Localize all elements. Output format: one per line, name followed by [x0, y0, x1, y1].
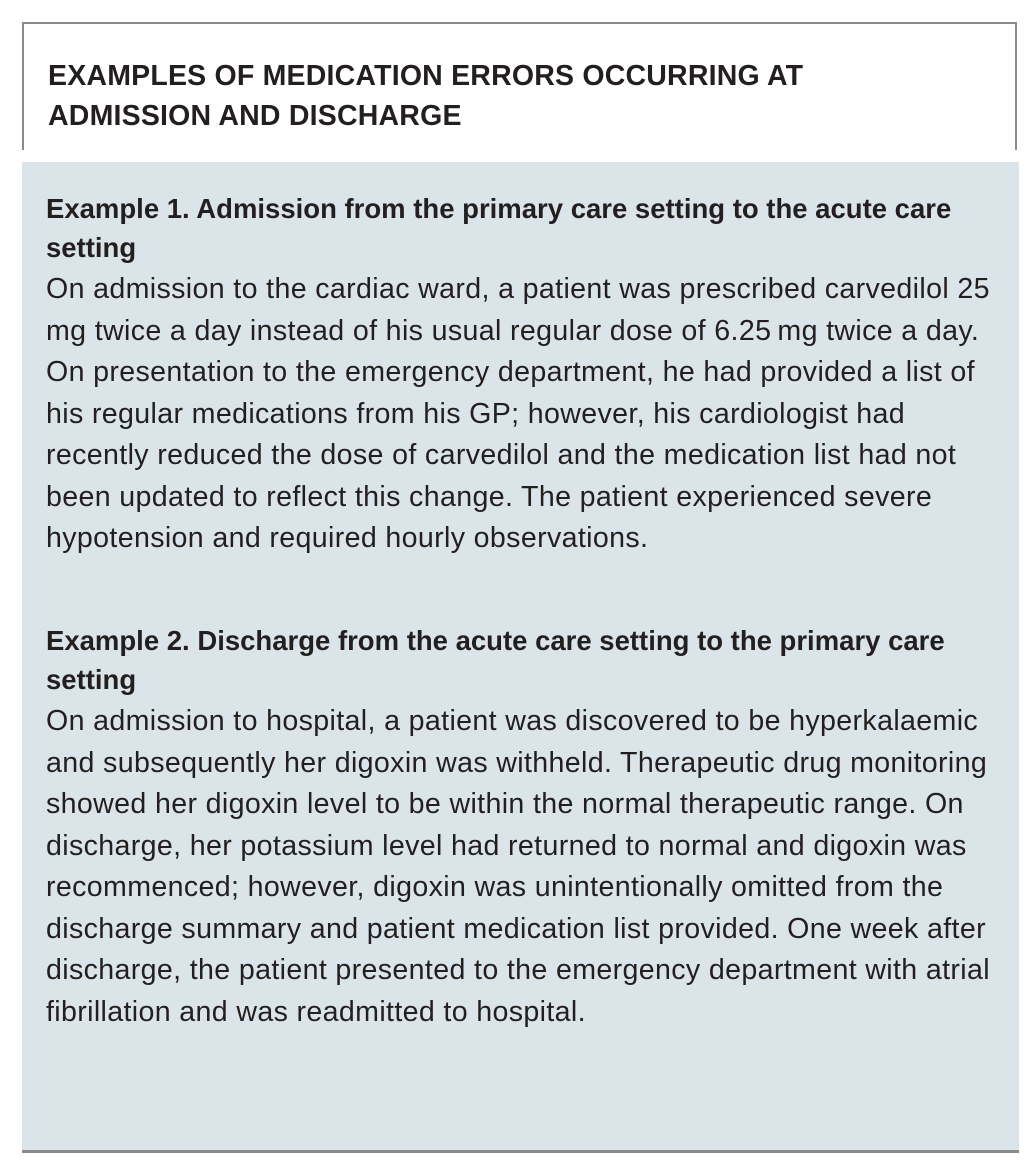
example-1-body: On admission to the cardiac ward, a patient was prescribed carvedilol 25 mg twice a day instead of his usual regular dose of 6.25 mg twice a day. On presentation to the emergency department, he had provided a list of his regular medications from his GP; however, his cardiologist had recently reduced the dose of carvedilol and the medication list had not been updated to reflect this change. The patient experienced severe hypotension and required hourly observations.	[46, 273, 996, 554]
example-1	[46, 189, 996, 560]
example-1-heading: Example 1. Admission from the primary care setting to the acute care setting	[46, 193, 952, 263]
box-header	[22, 22, 1017, 150]
example-2	[46, 621, 996, 1033]
box-title: EXAMPLES OF MEDICATION ERRORS OCCURRING AT ADMISSION AND DISCHARGE	[48, 60, 804, 132]
examples-panel	[22, 162, 1019, 1153]
medication-errors-box	[22, 22, 1019, 1155]
example-2-body: On admission to hospital, a patient was discovered to be hyperkalaemic and subsequently her digoxin was withheld. Therapeutic drug monitoring showed her digoxin level to be within the normal therapeutic range. On discharge, her potassium level had returned to normal and digoxin was recommenced; however, digoxin was unintentionally omitted from the discharge summary and patient medication list provided. One week after discharge, the patient presented to the emergency department with atrial fibrillation and was readmitted to hospital.	[46, 705, 990, 1028]
example-2-heading: Example 2. Discharge from the acute care setting to the primary care setting	[46, 625, 945, 695]
